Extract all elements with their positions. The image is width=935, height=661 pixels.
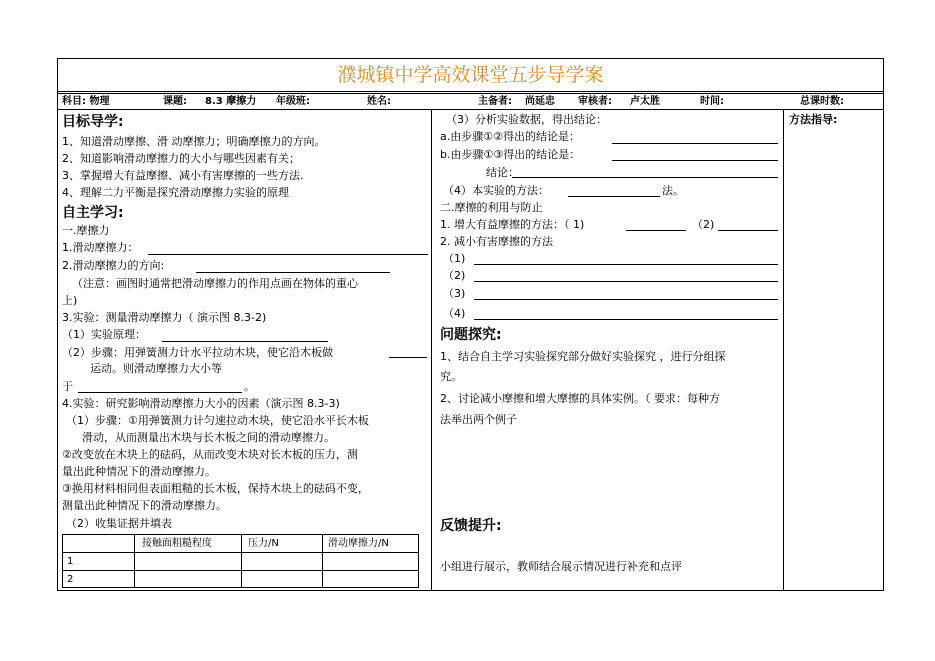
conclusion-label: 结论： xyxy=(486,166,519,179)
q3-steps: （2）步骤：用弹簧测力计水平拉动木块，使它沿木板做 xyxy=(62,346,333,359)
q4-step-3b: 测量出此种情况下的滑动摩擦力。 xyxy=(62,499,227,512)
section-friction: 一.摩擦力 xyxy=(62,224,110,237)
goal-1: 1、知道滑动摩擦、滑 动摩擦力；明确摩擦力的方向。 xyxy=(62,135,326,148)
method-guide-heading: 方法指导: xyxy=(789,113,838,126)
increase-blank-1[interactable] xyxy=(626,230,686,231)
q4-step-2b: 量出此种情况下的滑动摩擦力。 xyxy=(62,465,216,478)
decrease-item-2: （2) xyxy=(443,269,466,282)
time-label: 时间: xyxy=(700,96,724,107)
conclusion-blank[interactable] xyxy=(512,177,778,178)
method-suffix: 法。 xyxy=(662,184,684,197)
goals-heading: 目标导学: xyxy=(62,114,124,130)
frame-right xyxy=(883,58,884,591)
q4-label: 4.实验：研究影响滑动摩擦力大小的因素（演示图 8.3-3) xyxy=(62,397,340,410)
decrease-item-1: （1) xyxy=(443,252,466,265)
self-study-heading: 自主学习: xyxy=(62,205,124,221)
conclusion-a: a.由步骤①②得出的结论是： xyxy=(440,130,580,143)
decrease-blank-4[interactable] xyxy=(474,319,778,320)
method-prefix: （4）本实验的方法： xyxy=(443,184,549,197)
decrease-blank-2[interactable] xyxy=(474,281,778,282)
decrease-blank-1[interactable] xyxy=(474,264,778,265)
page-title: 濮城镇中学高效课堂五步导学案 xyxy=(337,64,604,86)
decrease-blank-3[interactable] xyxy=(474,299,778,300)
q4-step-1: （1）步骤：①用弹簧测力计匀速拉动木块，使它沿水平长木板 xyxy=(66,414,369,427)
q1-blank[interactable] xyxy=(148,254,428,255)
increase-blank-2[interactable] xyxy=(718,230,778,231)
lesson-label: 课题: xyxy=(163,96,187,107)
note-line-2: 上) xyxy=(62,294,78,307)
table-header-roughness: 接触面粗糙程度 xyxy=(142,538,212,549)
lesson-value: 8.3 摩擦力 xyxy=(205,96,257,107)
q1-label: 1.滑动摩擦力： xyxy=(62,241,139,254)
total-label: 总课时数: xyxy=(800,96,844,107)
preparer-label: 主备者: xyxy=(478,96,512,107)
frame-left xyxy=(57,58,58,591)
goal-4: 4、理解二力平衡是探究滑动摩擦力实验的原理 xyxy=(62,186,289,199)
table-header-pressure: 压力/N xyxy=(248,538,279,549)
problem-1b: 究。 xyxy=(440,370,462,383)
reviewer-label: 审核者: xyxy=(578,96,612,107)
analysis-label: （3）分析实验数据，得出结论： xyxy=(446,113,607,126)
preparer-value: 尚延忠 xyxy=(525,96,555,107)
table-row-2-index: 2 xyxy=(67,574,74,585)
conclusion-a-blank[interactable] xyxy=(612,143,778,144)
problem-heading: 问题探究: xyxy=(440,327,502,343)
problem-2a: 2、讨论减小摩擦和增大摩擦的具体实例。（ 要求：每种方 xyxy=(440,392,720,405)
col-divider-1 xyxy=(431,109,432,591)
q3-principle: （1）实验原理： xyxy=(62,328,146,341)
goal-3: 3、掌握增大有益摩擦、减小有害摩擦的一些方法. xyxy=(62,169,304,182)
q3-steps-2: 运动。则滑动摩擦力大小等 xyxy=(90,362,222,375)
table-row-1-index: 1 xyxy=(67,556,74,567)
conclusion-b-blank[interactable] xyxy=(612,160,778,161)
q2-blank[interactable] xyxy=(196,272,390,273)
frame-info-bottom xyxy=(57,109,884,110)
frame-title-bottom xyxy=(57,91,884,92)
q3-principle-blank[interactable] xyxy=(162,341,328,342)
increase-methods-2: （2) xyxy=(692,218,715,231)
q4-step-2: ②改变放在木块上的砝码，从而改变木块对长木板的压力，测 xyxy=(62,448,358,461)
data-table xyxy=(62,534,419,588)
section-friction-use: 二.摩擦的利用与防止 xyxy=(440,201,543,214)
q3-equal-blank[interactable] xyxy=(78,392,242,393)
q4-collect: （2）收集证据并填表 xyxy=(66,517,172,530)
q2-label: 2.滑动摩擦力的方向: xyxy=(62,259,165,272)
decrease-item-3: （3) xyxy=(443,287,466,300)
frame-title-bottom-2 xyxy=(57,93,884,94)
decrease-methods: 2. 减小有害摩擦的方法 xyxy=(440,235,553,248)
method-blank[interactable] xyxy=(568,196,660,197)
q3-motion-blank[interactable] xyxy=(389,357,427,358)
feedback-text: 小组进行展示，教师结合展示情况进行补充和点评 xyxy=(440,560,682,573)
q3-steps-3-prefix: 于 xyxy=(62,380,73,393)
goal-2: 2、知道影响滑动摩擦力的大小与哪些因素有关； xyxy=(62,152,300,165)
note-line-1: （注意：画图时通常把滑动摩擦力的作用点画在物体的重心 xyxy=(72,277,358,290)
feedback-heading: 反馈提升: xyxy=(440,518,502,534)
grade-label: 年级班: xyxy=(276,96,310,107)
conclusion-b: b.由步骤①③得出的结论是： xyxy=(440,148,581,161)
frame-top xyxy=(57,58,884,59)
reviewer-value: 卢太胜 xyxy=(630,96,660,107)
q4-step-3: ③换用材料相同但表面粗糙的长木板，保持木块上的砝码不变， xyxy=(62,482,369,495)
subject-label: 科目: 物理 xyxy=(62,96,110,107)
increase-methods: 1. 增大有益摩擦的方法：（ 1) xyxy=(440,218,585,231)
q3-steps-3-suffix: 。 xyxy=(244,380,255,393)
problem-2b: 法举出两个例子 xyxy=(440,413,517,426)
problem-1a: 1、结合自主学习实验探究部分做好实验探究 ，进行分组探 xyxy=(440,350,726,363)
frame-bottom xyxy=(57,590,884,591)
q3-label: 3.实验：测量滑动摩擦力（ 演示图 8.3-2) xyxy=(62,311,267,324)
table-header-friction: 滑动摩擦力/N xyxy=(328,538,389,549)
col-divider-2 xyxy=(783,109,784,591)
name-label: 姓名: xyxy=(367,96,391,107)
q4-step-1b: 滑动，从而测量出木块与长木板之间的滑动摩擦力。 xyxy=(82,431,335,444)
decrease-item-4: （4) xyxy=(443,307,466,320)
